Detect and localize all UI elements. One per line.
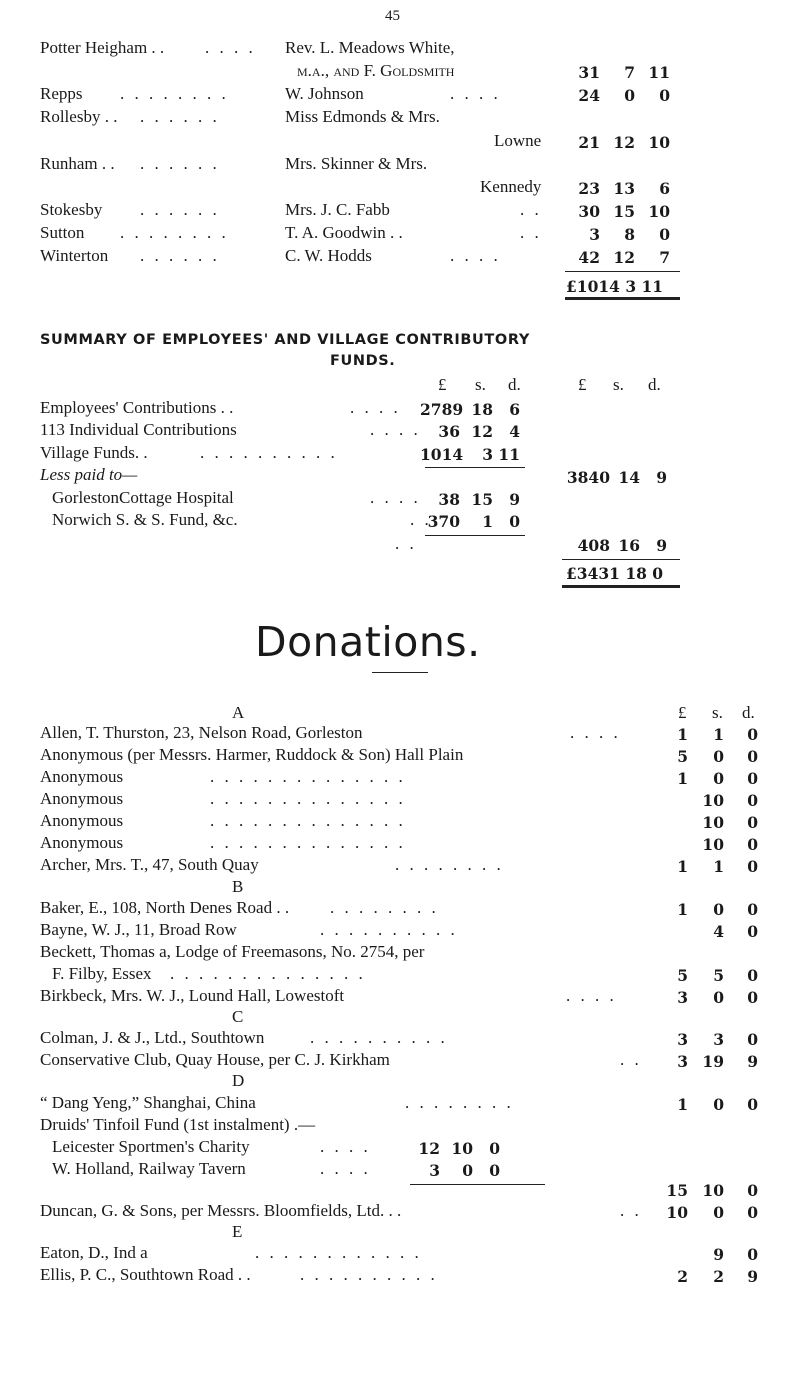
section-letter: C (232, 1007, 244, 1026)
shillings: 0 (713, 900, 724, 919)
subtotal-rule (410, 1184, 545, 1185)
village-name: Winterton (40, 246, 109, 265)
village-name: Rollesby . . (40, 107, 118, 126)
pounds: 15 (666, 1181, 688, 1200)
pounds: 3 (677, 1030, 688, 1049)
pence: 9 (747, 1052, 758, 1071)
pounds: 24 (578, 86, 600, 105)
shillings: 15 (613, 202, 635, 221)
shillings: 0 (713, 988, 724, 1007)
pence: 0 (747, 1181, 758, 1200)
collector-name: Kennedy (480, 177, 542, 196)
shillings: 3 (713, 1030, 724, 1049)
donor-entry: Anonymous (per Messrs. Harmer, Ruddock & Son) Hall Plain (40, 745, 464, 764)
leader-dots: . . . . . . . . . . . . . . (210, 833, 406, 852)
pounds: 1 (677, 900, 688, 919)
shillings: 12 (471, 422, 493, 441)
shillings: 13 (613, 179, 635, 198)
pence: 0 (747, 835, 758, 854)
shillings: 0 (713, 1095, 724, 1114)
pounds: 23 (578, 179, 600, 198)
pence: 0 (489, 1161, 500, 1180)
pence: 0 (747, 988, 758, 1007)
pence: 0 (747, 725, 758, 744)
total-rule (562, 559, 680, 560)
shillings: 1 (713, 857, 724, 876)
pence: 0 (659, 225, 670, 244)
pounds: 21 (578, 133, 600, 152)
village-name: Stokesby (40, 200, 103, 219)
pence: 0 (747, 1095, 758, 1114)
leader-dots: . . . . . . (140, 200, 220, 219)
pounds: 12 (418, 1139, 440, 1158)
shillings: 10 (702, 791, 724, 810)
collector-name: Miss Edmonds & Mrs. (285, 107, 440, 126)
donor-entry: Archer, Mrs. T., 47, South Quay (40, 855, 259, 874)
col-header-pounds: £ (578, 375, 587, 394)
donor-entry: “ Dang Yeng,” Shanghai, China (40, 1093, 256, 1112)
col-header-shillings: s. (613, 375, 624, 394)
donor-entry: Duncan, G. & Sons, per Messrs. Bloomfields, Ltd. . . (40, 1201, 402, 1220)
leader-dots: . . . . (450, 246, 501, 265)
leader-dots: . . . . . . (140, 154, 220, 173)
pence: 0 (659, 86, 670, 105)
shillings: 12 (613, 133, 635, 152)
collector-name: Lowne (494, 131, 542, 150)
donor-entry: Conservative Club, Quay House, per C. J. Kirkham (40, 1050, 390, 1069)
summary-label: Employees' Contributions . . (40, 398, 234, 417)
donor-entry: Anonymous (40, 767, 124, 786)
shillings: 8 (624, 225, 635, 244)
pence: 0 (747, 857, 758, 876)
donor-entry: Anonymous (40, 833, 124, 852)
col-header-pence: d. (508, 375, 521, 394)
pence: 6 (659, 179, 670, 198)
leader-dots: . . . . . . . . . . . . . . (210, 789, 406, 808)
summary-grand-total: £3431 18 0 (566, 564, 664, 583)
col-header-pounds: £ (438, 375, 447, 394)
donor-entry: F. Filby, Essex (52, 964, 152, 983)
leader-dots: . . . . . . . . . . . . . . (210, 811, 406, 830)
pence: 0 (747, 813, 758, 832)
pounds: 1 (677, 769, 688, 788)
pounds: 3 (677, 1052, 688, 1071)
shillings: 0 (713, 747, 724, 766)
leader-dots: . . . . . . . . . . . . . . (210, 767, 406, 786)
donor-entry: Beckett, Thomas a, Lodge of Freemasons, No. 2754, per (40, 942, 425, 961)
total-double-rule (562, 585, 680, 588)
pounds: 2 (677, 1267, 688, 1286)
donor-entry: W. Holland, Railway Tavern (52, 1159, 246, 1178)
pence: 10 (648, 202, 670, 221)
subtotal-shillings: 16 (618, 536, 640, 555)
pounds: 5 (677, 966, 688, 985)
leader-dots: . . . . . . . . (405, 1093, 514, 1112)
pounds: 1 (677, 857, 688, 876)
summary-title: SUMMARY OF EMPLOYEES' AND VILLAGE CONTRIBUTORY (40, 332, 530, 348)
donor-entry: Baker, E., 108, North Denes Road . . (40, 898, 290, 917)
pence: 0 (509, 512, 520, 531)
page-number: 45 (385, 8, 400, 24)
title-underline (372, 672, 428, 673)
pence: 11 (648, 63, 670, 82)
shillings: 0 (462, 1161, 473, 1180)
leader-dots: . . . . . . (140, 246, 220, 265)
leader-dots: . . (395, 534, 417, 553)
leader-dots: . . . . . . . . . . (320, 920, 458, 939)
pence: 0 (747, 1030, 758, 1049)
pence: 0 (747, 791, 758, 810)
leader-dots: . . (520, 200, 542, 219)
leader-dots: . . . . (570, 723, 621, 742)
pounds: 1014 (420, 445, 464, 464)
pence: 0 (747, 1245, 758, 1264)
pounds: 1 (677, 725, 688, 744)
subtotal-rule (425, 467, 525, 468)
village-name: Repps (40, 84, 83, 103)
leader-dots: . . (520, 223, 542, 242)
pence: 9 (509, 490, 520, 509)
summary-label: Norwich S. & S. Fund, &c. (52, 510, 238, 529)
shillings: 9 (713, 1245, 724, 1264)
leader-dots: . . . . . . . . (395, 855, 504, 874)
summary-title-cont: FUNDS. (330, 353, 396, 369)
col-header-shillings: s. (475, 375, 486, 394)
pounds: 3 (429, 1161, 440, 1180)
collector-name: Mrs. Skinner & Mrs. (285, 154, 428, 173)
leader-dots: . . . . (350, 398, 401, 417)
village-name: Potter Heigham . . (40, 38, 165, 57)
leader-dots: . . . . . . . . . . . . . . (170, 964, 366, 983)
summary-label: 113 Individual Contributions (40, 420, 237, 439)
pounds: 42 (578, 248, 600, 267)
shillings: 10 (451, 1139, 473, 1158)
shillings: 2 (713, 1267, 724, 1286)
pounds: 370 (427, 512, 460, 531)
shillings: 0 (713, 1203, 724, 1222)
pounds: 31 (578, 63, 600, 82)
leader-dots: . . . . (450, 84, 501, 103)
col-header-pounds: £ (678, 703, 687, 722)
section-letter: E (232, 1222, 243, 1241)
total-rule (565, 271, 680, 272)
donor-entry: Colman, J. & J., Ltd., Southtown (40, 1028, 265, 1047)
leader-dots: . . . . (205, 38, 256, 57)
shillings: 5 (713, 966, 724, 985)
pence: 10 (648, 133, 670, 152)
shillings: 0 (713, 769, 724, 788)
shillings: 10 (702, 813, 724, 832)
village-total: £1014 3 11 (566, 277, 664, 296)
pounds: 10 (666, 1203, 688, 1222)
pounds: 36 (438, 422, 460, 441)
section-letter: B (232, 877, 244, 896)
shillings: 0 (624, 86, 635, 105)
subtotal-pence: 9 (656, 468, 667, 487)
collector-name: T. A. Goodwin . . (285, 223, 403, 242)
subtotal-pounds: 408 (577, 536, 610, 555)
pounds: 5 (677, 747, 688, 766)
col-header-pence: d. (648, 375, 661, 394)
pence: 0 (747, 747, 758, 766)
subtotal-pence: 9 (656, 536, 667, 555)
total-double-rule (565, 297, 680, 300)
summary-label: Village Funds. . (40, 443, 148, 462)
collector-name: m.a., and F. Goldsmith (297, 61, 455, 80)
pence: 11 (498, 445, 520, 464)
shillings: 4 (713, 922, 724, 941)
shillings: 15 (471, 490, 493, 509)
subtotal-rule (425, 535, 525, 536)
donor-entry: Bayne, W. J., 11, Broad Row (40, 920, 237, 939)
pence: 6 (509, 400, 520, 419)
leader-dots: . . . . . . . . . . (200, 443, 338, 462)
pence: 0 (747, 966, 758, 985)
pounds: 3 (677, 988, 688, 1007)
shillings: 7 (624, 63, 635, 82)
leader-dots: . . . . . . . . (120, 84, 229, 103)
collector-name: W. Johnson (285, 84, 364, 103)
shillings: 18 (471, 400, 493, 419)
leader-dots: . . . . . . . . . . (310, 1028, 448, 1047)
village-name: Runham . . (40, 154, 115, 173)
donor-entry: Anonymous (40, 789, 124, 808)
leader-dots: . . . . . . (140, 107, 220, 126)
donor-entry: Ellis, P. C., Southtown Road . . (40, 1265, 251, 1284)
shillings: 12 (613, 248, 635, 267)
shillings: 10 (702, 835, 724, 854)
subtotal-shillings: 14 (618, 468, 640, 487)
pence: 9 (747, 1267, 758, 1286)
donor-entry: Druids' Tinfoil Fund (1st instalment) .— (40, 1115, 316, 1134)
leader-dots: . . . . (566, 986, 617, 1005)
summary-label: GorlestonCottage Hospital (52, 488, 234, 507)
pence: 0 (747, 1203, 758, 1222)
collector-name: Rev. L. Meadows White, (285, 38, 455, 57)
summary-label-less: Less paid to— (40, 465, 138, 484)
shillings: 3 (482, 445, 493, 464)
donor-entry: Allen, T. Thurston, 23, Nelson Road, Gorleston (40, 723, 363, 742)
leader-dots: . . . . (370, 488, 421, 507)
donor-entry: Anonymous (40, 811, 124, 830)
donor-entry: Eaton, D., Ind a (40, 1243, 148, 1262)
shillings: 19 (702, 1052, 724, 1071)
leader-dots: . . . . . . . . . . (300, 1265, 438, 1284)
pounds: 30 (578, 202, 600, 221)
pence: 4 (509, 422, 520, 441)
pounds: 1 (677, 1095, 688, 1114)
pence: 0 (489, 1139, 500, 1158)
pounds: 3 (589, 225, 600, 244)
leader-dots: . . (620, 1050, 642, 1069)
leader-dots: . . . . . . . . . . . . (255, 1243, 422, 1262)
col-header-shillings: s. (712, 703, 723, 722)
collector-name: C. W. Hodds (285, 246, 372, 265)
leader-dots: . . . . (320, 1159, 371, 1178)
leader-dots: . . . . (370, 420, 421, 439)
donations-title: Donations. (255, 618, 481, 666)
pounds: 2789 (420, 400, 464, 419)
leader-dots: . . . . . . . . (120, 223, 229, 242)
shillings: 1 (713, 725, 724, 744)
shillings: 1 (482, 512, 493, 531)
section-letter: D (232, 1071, 245, 1090)
shillings: 10 (702, 1181, 724, 1200)
subtotal-pounds: 3840 (566, 468, 610, 487)
section-letter: A (232, 703, 245, 722)
donor-entry: Birkbeck, Mrs. W. J., Lound Hall, Lowestoft (40, 986, 345, 1005)
collector-name: Mrs. J. C. Fabb (285, 200, 390, 219)
col-header-pence: d. (742, 703, 755, 722)
leader-dots: . . (410, 510, 432, 529)
pence: 0 (747, 922, 758, 941)
leader-dots: . . (620, 1201, 642, 1220)
pence: 7 (659, 248, 670, 267)
leader-dots: . . . . . . . . (330, 898, 439, 917)
donor-entry: Leicester Sportmen's Charity (52, 1137, 250, 1156)
village-name: Sutton (40, 223, 85, 242)
pounds: 38 (438, 490, 460, 509)
pence: 0 (747, 900, 758, 919)
pence: 0 (747, 769, 758, 788)
leader-dots: . . . . (320, 1137, 371, 1156)
